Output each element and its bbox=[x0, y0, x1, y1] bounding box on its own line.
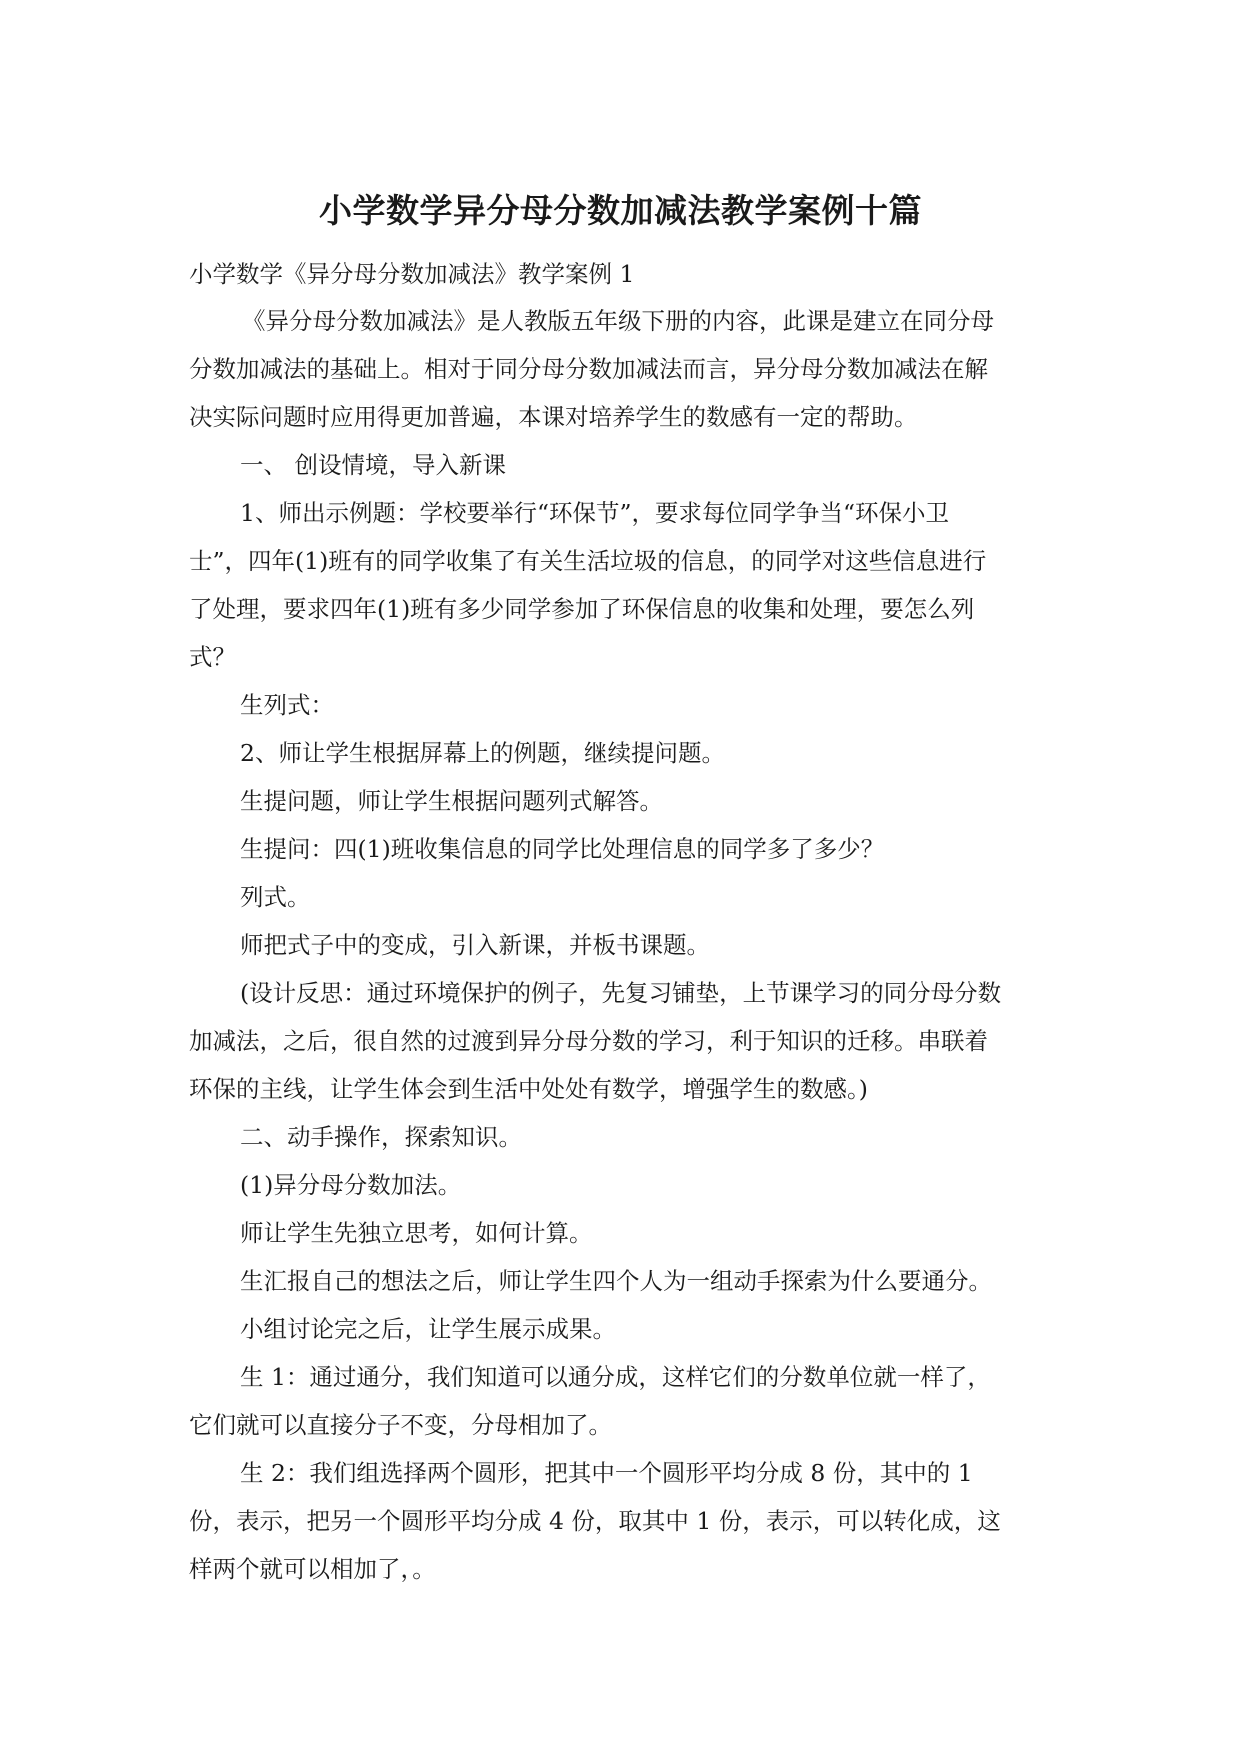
paragraph-line: 士”，四年(1)班有的同学收集了有关生活垃圾的信息，的同学对这些信息进行 bbox=[189, 547, 987, 575]
paragraph-line: 加减法，之后，很自然的过渡到异分母分数的学习，利于知识的迁移。串联着 bbox=[189, 1027, 988, 1055]
paragraph-line: 生提问：四(1)班收集信息的同学比处理信息的同学多了多少？ bbox=[240, 835, 885, 863]
paragraph-line: 小组讨论完之后，让学生展示成果。 bbox=[240, 1315, 616, 1343]
paragraph-line: 样两个就可以相加了，。 bbox=[189, 1555, 436, 1583]
paragraph-line: (设计反思：通过环境保护的例子，先复习铺垫，上节课学习的同分母分数 bbox=[240, 979, 1002, 1007]
section-heading: 二、动手操作，探索知识。 bbox=[240, 1123, 522, 1151]
paragraph-line: 师让学生先独立思考，如何计算。 bbox=[240, 1219, 593, 1247]
document-title: 小学数学异分母分数加减法教学案例十篇 bbox=[319, 191, 922, 230]
paragraph-line: 2、师让学生根据屏幕上的例题，继续提问题。 bbox=[240, 739, 725, 767]
paragraph-line: 了处理，要求四年(1)班有多少同学参加了环保信息的收集和处理，要怎么列 bbox=[189, 595, 975, 623]
paragraph-line: 《异分母分数加减法》是人教版五年级下册的内容，此课是建立在同分母 bbox=[242, 307, 994, 335]
paragraph-line: 生汇报自己的想法之后，师让学生四个人为一组动手探索为什么要通分。 bbox=[240, 1267, 992, 1295]
paragraph-line: 它们就可以直接分子不变，分母相加了。 bbox=[189, 1411, 612, 1439]
paragraph-line: 式？ bbox=[189, 643, 236, 671]
paragraph-line: (1)异分母分数加法。 bbox=[240, 1171, 462, 1199]
paragraph-line: 1、师出示例题：学校要举行“环保节”，要求每位同学争当“环保小卫 bbox=[240, 499, 949, 527]
paragraph-line: 生 1：通过通分，我们知道可以通分成，这样它们的分数单位就一样了， bbox=[240, 1363, 991, 1391]
paragraph-line: 决实际问题时应用得更加普遍，本课对培养学生的数感有一定的帮助。 bbox=[189, 403, 918, 431]
paragraph-line: 生 2：我们组选择两个圆形，把其中一个圆形平均分成 8 份，其中的 1 bbox=[240, 1459, 973, 1487]
paragraph-line: 列式。 bbox=[240, 883, 311, 911]
paragraph-line: 师把式子中的变成，引入新课，并板书课题。 bbox=[240, 931, 710, 959]
paragraph-line: 分数加减法的基础上。相对于同分母分数加减法而言，异分母分数加减法在解 bbox=[189, 355, 988, 383]
subtitle-line: 小学数学《异分母分数加减法》教学案例 1 bbox=[189, 260, 635, 288]
paragraph-line: 份，表示，把另一个圆形平均分成 4 份，取其中 1 份，表示，可以转化成，这 bbox=[189, 1507, 1001, 1535]
section-heading: 一、 创设情境，导入新课 bbox=[240, 451, 506, 479]
paragraph-line: 环保的主线，让学生体会到生活中处处有数学，增强学生的数感。) bbox=[189, 1075, 868, 1103]
paragraph-line: 生提问题，师让学生根据问题列式解答。 bbox=[240, 787, 663, 815]
paragraph-line: 生列式： bbox=[240, 691, 334, 719]
